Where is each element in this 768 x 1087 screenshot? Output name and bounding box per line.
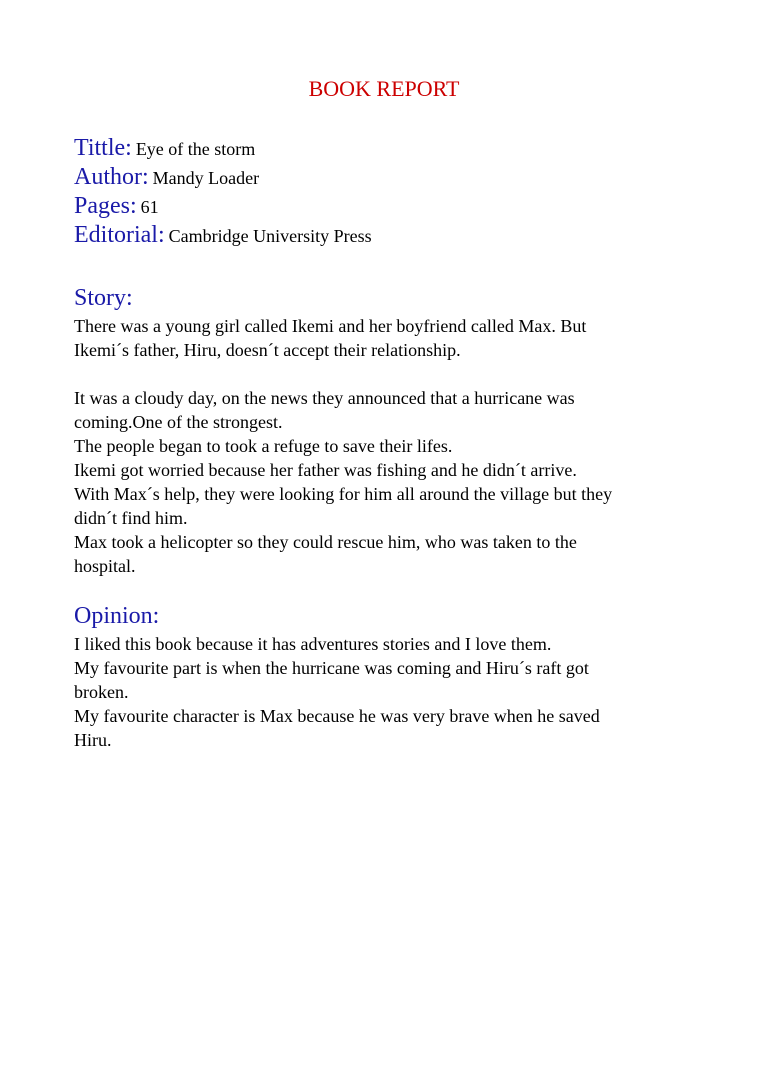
detail-editorial-value: Cambridge University Press [168,226,372,246]
story-line: Ikemi got worried because her father was fishing and he didn´t arrive. [74,460,577,480]
story-line: With Max´s help, they were looking for him all around the village but they [74,484,613,504]
detail-pages-row [74,192,714,221]
detail-author-row [74,163,714,192]
story-line: Ikemi´s father, Hiru, doesn´t accept their relationship. [74,340,461,360]
opinion-line: I liked this book because it has adventures stories and I love them. [74,634,552,654]
opinion-line: My favourite character is Max because he was very brave when he saved [74,706,600,726]
story-line: There was a young girl called Ikemi and her boyfriend called Max. But [74,316,587,336]
opinion-line: Hiru. [74,730,112,750]
detail-title-row [74,134,714,163]
story-line: didn´t find him. [74,508,188,528]
story-body [74,314,714,578]
detail-editorial-label: Editorial: [74,222,165,248]
story-paragraph-gap [74,362,714,386]
report-title-text: BOOK REPORT [308,76,460,101]
opinion-body [74,632,714,752]
detail-author-value: Mandy Loader [152,168,260,188]
report-title [0,74,768,104]
opinion-line: My favourite part is when the hurricane was coming and Hiru´s raft got [74,658,589,678]
story-heading: Story: [74,285,133,311]
story-line: The people began to took a refuge to save their lifes. [74,436,453,456]
detail-title-value: Eye of the storm [135,139,256,159]
story-line: It was a cloudy day, on the news they announced that a hurricane was [74,388,575,408]
detail-pages-label: Pages: [74,193,137,219]
book-details [74,134,714,250]
detail-pages-value: 61 [140,197,159,217]
detail-author-label: Author: [74,164,149,190]
opinion-line: broken. [74,682,129,702]
story-line: hospital. [74,556,136,576]
detail-title-label: Tittle: [74,135,132,161]
opinion-heading: Opinion: [74,603,160,629]
story-line: Max took a helicopter so they could rescue him, who was taken to the [74,532,577,552]
story-line: coming.One of the strongest. [74,412,283,432]
detail-editorial-row [74,221,714,250]
